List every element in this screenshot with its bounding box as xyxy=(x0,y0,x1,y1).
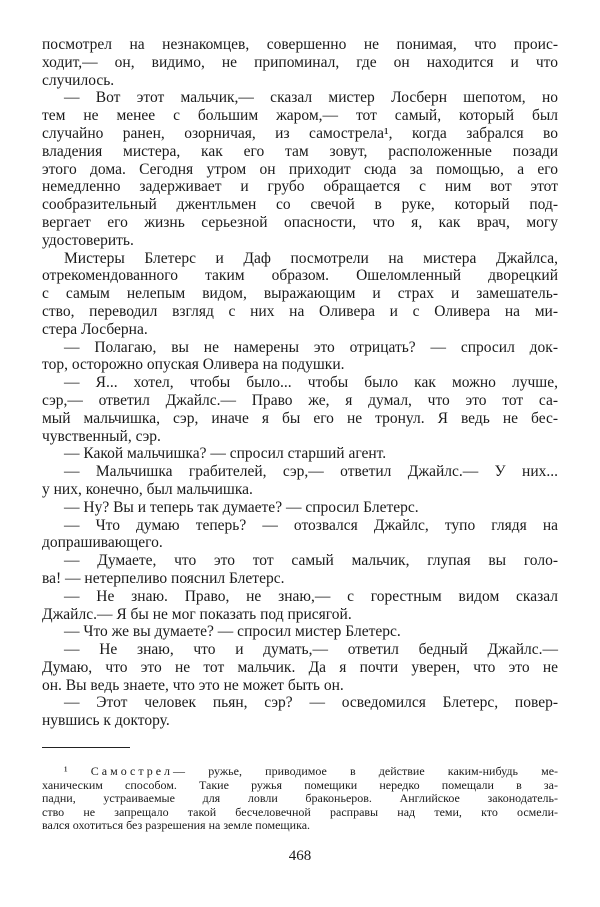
paragraph xyxy=(42,339,558,375)
paragraph xyxy=(42,623,558,641)
text-line: Думаю, что это не тот мальчик. Да я почти уверен, что это не xyxy=(42,658,558,676)
text-line: вергает его жизнь серьезной опасности, что я, как врач, могу xyxy=(42,213,558,231)
paragraph xyxy=(42,463,558,499)
text-line: немедленно задерживает и грубо обращается с ним вот этот xyxy=(42,178,558,196)
text-line: — Думаете, что это тот самый мальчик, глупая вы голо- xyxy=(64,552,558,570)
text-line: он. Вы ведь знаете, что это не может быть он. xyxy=(42,676,344,694)
text-line: стера Лосберна. xyxy=(42,320,148,338)
text-line: посмотрел на незнакомцев, совершенно не понимая, что проис- xyxy=(42,36,558,53)
text-line: Джайлс.— Я бы не мог показать под присягой. xyxy=(42,605,352,623)
text-line: тор, осторожно опуская Оливера на подушки. xyxy=(42,356,345,374)
text-line: с самым нелепым видом, выражающим и страх и замешатель- xyxy=(42,285,558,303)
text-line: этого дома. Сегодня утром он приходит сюда за помощью, а его xyxy=(42,160,558,178)
text-line: удостоверить. xyxy=(42,231,134,249)
text-line: — Мальчишка грабителей, сэр,— ответил Джайлс.— У них... xyxy=(64,463,558,481)
text-line: — Этот человек пьян, сэр? — осведомился Блетерс, повер- xyxy=(64,694,558,712)
text-line: мый мальчишка, сэр, иначе я бы его не тронул. Я ведь не бес- xyxy=(42,409,558,427)
paragraph xyxy=(42,588,558,624)
text-line: сообразительный джентльмен со свечой в руке, который под- xyxy=(42,196,558,214)
footnote-term: Самострел xyxy=(90,764,174,778)
text-line: — Полагаю, вы не намерены это отрицать? — спросил док- xyxy=(64,338,558,356)
paragraph xyxy=(42,499,558,517)
footnote xyxy=(42,765,558,833)
paragraph xyxy=(42,250,558,339)
paragraph xyxy=(42,694,558,730)
footnote-line: падни, устраиваемые для ловли браконьеров. Английское законодатель- xyxy=(42,791,558,806)
paragraph xyxy=(42,374,558,445)
paragraph xyxy=(42,517,558,553)
paragraph xyxy=(42,445,558,463)
text-line: нувшись к доктору. xyxy=(42,712,170,730)
text-line: Мистеры Блетерс и Даф посмотрели на мистера Джайлса, xyxy=(64,249,558,267)
text-line: — Вот этот мальчик,— сказал мистер Лосберн шепотом, но xyxy=(64,89,558,107)
text-line: — Не знаю, что и думать,— ответил бедный Джайлс.— xyxy=(64,641,558,659)
text-line: ходит,— он, видимо, не припоминал, где он находится и что xyxy=(42,53,558,71)
text-line: ва! — нетерпеливо пояснил Блетерс. xyxy=(42,569,285,587)
text-line: случайно ранен, озорничая, из самострела¹, когда забрался во xyxy=(42,124,558,142)
text-line: — Что думаю теперь? — отозвался Джайлс, тупо глядя на xyxy=(64,516,558,534)
text-line: — Не знаю. Право, не знаю,— с горестным видом сказал xyxy=(64,587,558,605)
text-line: — Что же вы думаете? — спросил мистер Блетерс. xyxy=(64,623,401,641)
text-line: тем не менее с большим жаром,— тот самый, который был xyxy=(42,107,558,125)
text-line: — Я... хотел, чтобы было... чтобы было как можно лучше, xyxy=(64,374,558,392)
footnote-line xyxy=(42,765,558,779)
text-line: отрекомендованного таким образом. Ошеломленный дворецкий xyxy=(42,267,558,285)
page-number: 468 xyxy=(288,848,312,864)
footnote-line: ханическим способом. Такие ружья помещики нередко помещали в за- xyxy=(42,777,558,792)
text-line: владения мистера, как его там зовут, расположенные позади xyxy=(42,142,558,160)
text-line: чувственный, сэр. xyxy=(42,427,161,445)
text-line: сэр,— ответил Джайлс.— Право же, я думал, что это тот са- xyxy=(42,391,558,409)
footnote-divider xyxy=(42,747,130,748)
paragraph xyxy=(42,641,558,694)
text-line: у них, конечно, был мальчишка. xyxy=(42,480,253,498)
footnote-text: — ружье, приводимое в действие каким-нибудь ме- xyxy=(173,764,559,778)
text-line: случилось. xyxy=(42,71,115,89)
paragraph xyxy=(42,36,558,89)
text-line: допрашивающего. xyxy=(42,534,163,552)
main-text xyxy=(42,36,558,730)
text-line: — Какой мальчишка? — спросил старший агент. xyxy=(64,445,387,463)
paragraph xyxy=(42,89,558,249)
text-line: — Ну? Вы и теперь так думаете? — спросил Блетерс. xyxy=(64,498,419,516)
text-line: ство, переводил взгляд с них на Оливера и с Оливера на ми- xyxy=(42,302,558,320)
footnote-line: вался охотиться без разрешения на земле помещика. xyxy=(42,818,311,833)
paragraph xyxy=(42,552,558,588)
footnote-line: ство не запрещало такой бесчеловечной расправы над теми, кто осмели- xyxy=(42,804,558,819)
footnote-marker: ¹ xyxy=(64,764,68,778)
